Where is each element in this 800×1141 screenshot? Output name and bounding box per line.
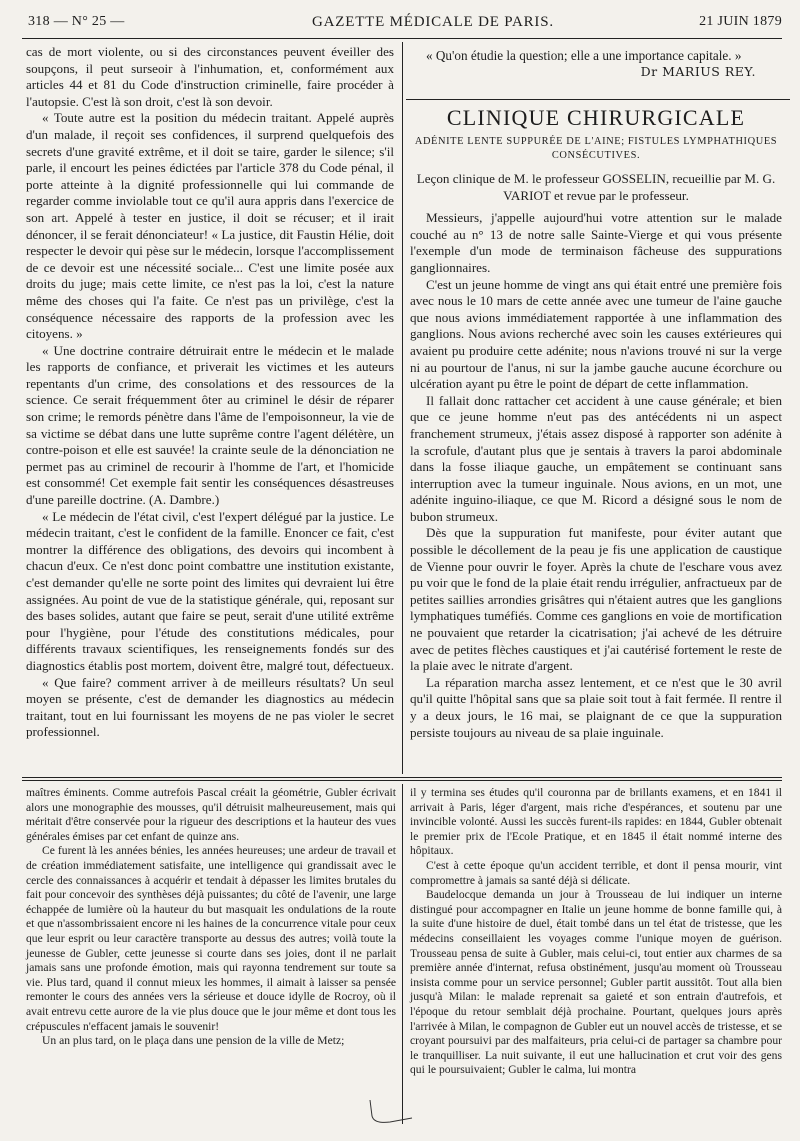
feuilleton-left xyxy=(26,786,396,1049)
feuilleton-paragraph: Baudelocque demanda un jour à Trousseau de lui indiquer un interne distingué pour accompagner en Italie un jeune homme de bonne famille qui, à la suite d'une histoire de duel, était tombé dans un tel état de tristesse, que les médecins conseillaient les voyages comme l'unique moyen de guérison. Trousseau pensa de suite à Gubler, mais celui-ci, tout entier aux charmes de sa première année d'internat, refusa obstinément, jusqu'au moment où Trousseau insista comme pour un service personnel; Gubler partit aussitôt. Tout alla bien jusqu'à Milan: le malade reprenait sa gaieté et son entrain d'autrefois, et l'époque du retour semblait déjà prochaine. Pourtant, quelques jours après l'arrivée à Milan, le compagnon de Gubler eut un nouvel accès de tristesse, et se croyant poursuivi par des malfaiteurs, pria celui-ci de partager sa chambre pour le tranquilliser. La nuit suivante, il eut une hallucination et crut voir des gens qui le poursuivaient; Gubler le calma, lui montra xyxy=(410,888,782,1077)
feuilleton-paragraph: Un an plus tard, on le plaça dans une pension de la ville de Metz; xyxy=(42,1034,345,1048)
page-header xyxy=(22,10,782,36)
feuilleton-paragraph: Ce furent là les années bénies, les années heureuses; une ardeur de travail et de création immédiatement satisfaite, une intelligence qui grandissait avec le cercle des connaissances à acquérir et tendait à dépasser les limites brutales du fait pour concevoir des synthèses déjà puissantes; du côté de l'avenir, une large échappée de lumière où la hauteur du but masquait les ondulations de la route et que n'assombrissaient encore ni les haines de la concurrence vitale pour ceux que leur esprit ou leur caractère transporte au dessus des autres; voilà toute la jeunesse de Gubler, cette jeunesse si courte dans ses joies, dont il ne parlait jamais sans une profonde émotion, mais qui rayonna tendrement sur toute sa vie. Plus tard, quand il connut mieux les hommes, il aimait à laisser sa pensée remonter le cours des années vers la sérieuse et douce idylle de Rocroy, où il avait entrevu cette aurore de la vie plus douce que le jour même et dont tous les crépuscules n'effacent jamais le souvenir! xyxy=(26,844,396,1033)
feuilleton-divider xyxy=(402,784,403,1124)
clinical-text xyxy=(410,210,782,741)
clinical-paragraph: Messieurs, j'appelle aujourd'hui votre attention sur le malade couché au n° 13 de notre salle Sainte-Vierge et qui vous présente l'exemple d'un mode de terminaison fâcheuse des suppurations ganglionnaires. xyxy=(410,210,782,275)
lecture-credit: Leçon clinique de M. le professeur GOSSELIN, recueillie par M. G. VARIOT et revue par le professeur. xyxy=(416,171,776,203)
feuilleton-paragraph: il y termina ses études qu'il couronna par de brillants examens, et en 1841 il arrivait à Paris, léger d'argent, mais riche d'espérances, et soutenu par une invincible volonté. Aussi les succès furent-ils rapides: en 1844, Gubler obtenait le premier prix de l'Ecole Pratique, et en 1845 il était nommé interne des hôpitaux. xyxy=(410,786,782,858)
issue-date: 21 JUIN 1879 xyxy=(699,14,782,29)
right-column xyxy=(410,47,782,741)
left-column xyxy=(26,44,394,741)
clinical-paragraph: La réparation marcha assez lentement, et ce n'est que le 30 avril qu'il quitte l'hôpital sans que sa plaie soit tout à fait fermée. Il rentre il y a deux jours, le 16 mai, se plaignant de ce que la suppuration persiste toujours au niveau de sa plaie inguinale. xyxy=(410,674,782,740)
feuilleton-right xyxy=(410,786,782,1078)
section-rule xyxy=(406,99,790,100)
feuilleton-rule-double xyxy=(22,780,782,781)
left-paragraph: « Que faire? comment arriver à de meilleurs résultats? Un seul moyen se présente, c'est de demander les diagnostics au médecin traitant, tout en lui fournissant les moyens de ne pas violer le secret professionnel. xyxy=(26,674,394,740)
left-paragraph: « Une doctrine contraire détruirait entre le médecin et le malade les rapports de confiance, et priverait les victimes et les auteurs repentants d'un crime, des consolations et des ressources de la science. Ce serait fréquemment ôter au criminel le désir de réparer son crime; le remords pénètre dans l'âme de l'empoisonneur, la vie de sa victime se débat dans une lutte suprême contre l'agent délétère, un contre-poison et elle est sauvée! la crainte seule de la dénonciation ne permet pas au criminel de recourir à l'homme de l'art, et l'homicide est consommé! Cet exemple fait sentir les conséquences désastreuses d'une pareille doctrine. (A. Dambre.) xyxy=(26,342,394,508)
left-paragraph: « Toute autre est la position du médecin traitant. Appelé auprès d'un malade, il reçoit ses confidences, il surprend quelquefois des secrets d'une gravité extrême, et il doit se taire, garder le silence; s'il parle, il encourt les peines édictées par l'article 378 du Code pénal, il porte atteinte à la dignité professionnelle qui lui commande de regarder comme inviolable tout ce qu'il aura appris dans l'exercice de son art. Appelé à tester en justice, il doit se récuser; et il irait dénoncer, il se ferait dénonciateur! « La justice, dit Faustin Hélie, doit respecter le devoir qui pèse sur le médecin, lorsque l'accomplissement de ce devoir est une nécessité sociale... C'est une limite posée aux droits du juge; mais cette limite, ce n'est pas la loi, c'est la nature même des choses qui l'a faite. Ce n'est pas un privilège, c'est la conséquence nécessaire des rapports de la profession avec les citoyens. » xyxy=(26,110,394,342)
author-signature: Dr MARIUS REY. xyxy=(640,64,756,79)
section-subtitle: ADÉNITE LENTE SUPPURÉE DE L'AINE; FISTULES LYMPHATHIQUES CONSÉCUTIVES. xyxy=(414,136,778,161)
left-paragraph: « Le médecin de l'état civil, c'est l'expert délégué par la justice. Le médecin traitant, c'est le confident de la famille. Enoncer ce fait, c'est montrer la différence des obligations, des devoirs qui incombent à chacun d'eux. Ce n'est donc point combattre une institution existante, c'est demander qu'elle ne sorte point des limites qui devraient lui être assignées. Au point de vue de la statistique générale, qui, reposant sur des bases solides, autant que faire se peut, serait d'une utilité extrême pour l'hygiène, pour l'étude des constitutions médicales, pour différents travaux scientifiques, les renseignements fondés sur des diagnostics établis post mortem, doivent être, malgré tout, défectueux. xyxy=(26,508,394,673)
journal-title: GAZETTE MÉDICALE DE PARIS. xyxy=(312,14,554,30)
section-title: CLINIQUE CHIRURGICALE xyxy=(446,105,746,130)
feuilleton-paragraph: C'est à cette époque qu'un accident terrible, et dont il pensa mourir, vint compromettre à jamais sa santé déjà si délicate. xyxy=(410,858,782,887)
closing-quote: « Qu'on étudie la question; elle a une importance capitale. » xyxy=(426,48,742,63)
left-paragraph: cas de mort violente, ou si des circonstances peuvent éveiller des soupçons, il peut surseoir à l'inhumation, et, conformément aux articles 44 et 81 du Code d'instruction criminelle, faire procéder à l'autopsie. C'est là son droit, c'est là son devoir. xyxy=(26,44,394,109)
clinical-paragraph: Dès que la suppuration fut manifeste, pour éviter autant que possible le décollement de la peau je fis une application de caustique de Vienne pour ouvrir le foyer. Après la chute de l'eschare vous avez pu voir que le fond de la plaie était rendu irrégulier, anfractueux par de petites saillies arrondies grisâtres qui n'étaient autres que les ganglions lymphatiques tuméfiés. Comme ces ganglions en voie de mortification ne pouvaient que retarder la cicatrisation; j'ai achevé de les détruire avec de petites flèches caustiques et j'ai cautérisé fortement le reste de la plaie avec le nitrate d'argent. xyxy=(410,525,782,674)
header-rule xyxy=(22,38,782,39)
feuilleton-paragraph: maîtres éminents. Comme autrefois Pascal créait la géométrie, Gubler écrivait alors une monographie des mousses, qu'il détruisit malheureusement, mais qui méritait d'être conservée pour la rigueur des descriptions et la hauteur des vues générales émises par cet enfant de quinze ans. xyxy=(26,786,396,843)
feuilleton-rule xyxy=(22,777,782,778)
ink-mark xyxy=(360,1098,420,1128)
column-divider xyxy=(402,42,403,774)
clinical-paragraph: C'est un jeune homme de vingt ans qui était entré une première fois avec nous le 10 mars de cette année avec une tumeur de l'aine gauche que nous avions immédiatement rapportée à une inflammation des ganglions. Nous avions recherché avec soin les causes extérieures qui avaient pu produire cette adénite; nous n'avions trouvé ni sur la verge ni au pourtour de l'anus, ni sur la jambe gauche aucune écorchure ou ulcération ayant pu être le point de départ de cette inflammation. xyxy=(410,276,782,392)
clinical-paragraph: Il fallait donc rattacher cet accident à une cause générale; et bien que ce jeune homme n'eut pas des antécédents ni un aspect franchement strumeux, j'étais assez disposé à rapporter son adénite à la scrofule, d'autant plus que je sentais à travers la paroi abdominale dans la fosse iliaque gauche, un empâtement se continuant sans interruption avec la tumeur inguinale. Nous avions, en un mot, une adénite inguino-iliaque, ce que M. Ricord a désigné sous le nom de bubon strumeux. xyxy=(410,392,782,524)
page-number: 318 — N° 25 — xyxy=(28,14,125,29)
